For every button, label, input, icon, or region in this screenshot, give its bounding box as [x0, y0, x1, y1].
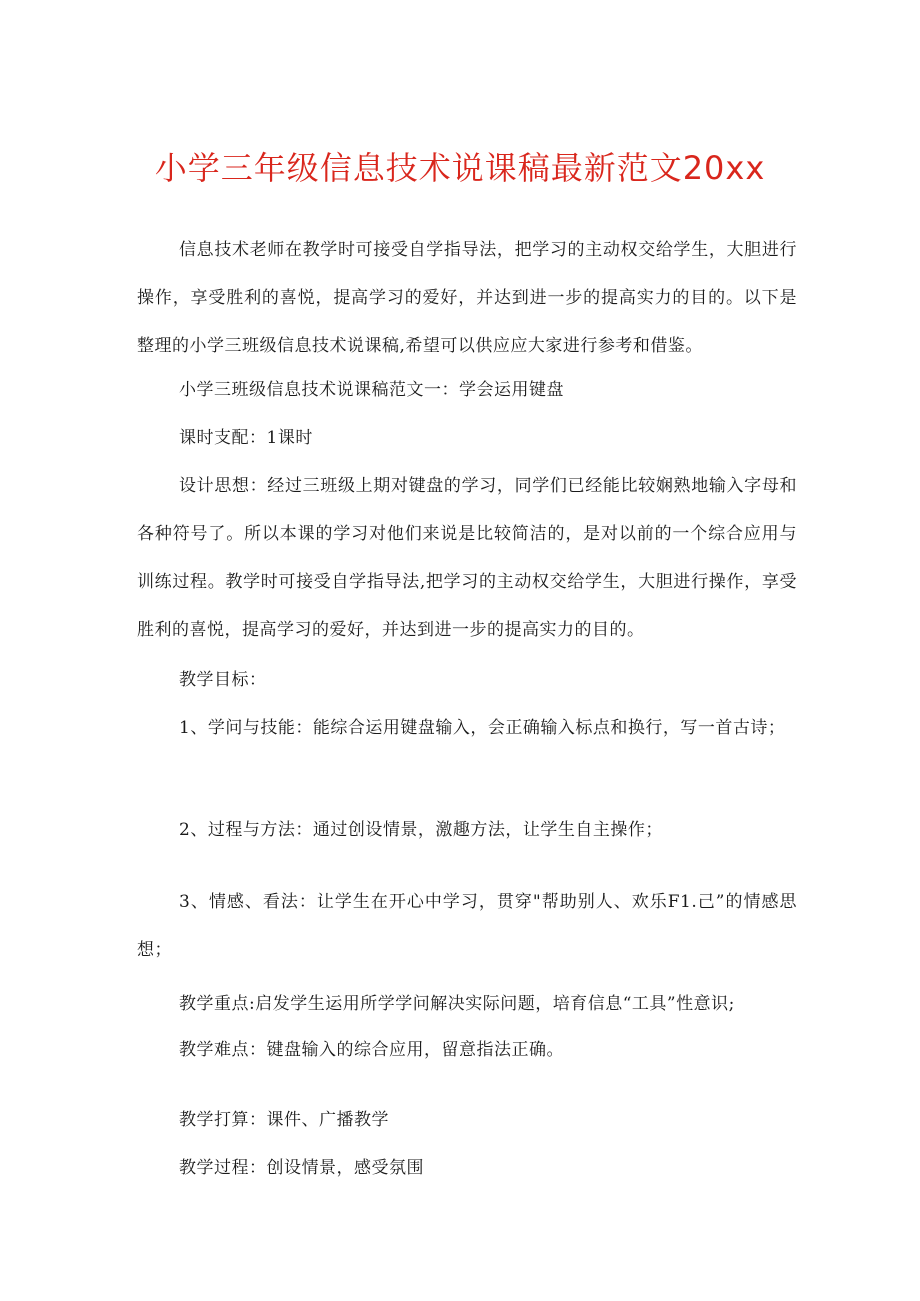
goal-1: 1、学问与技能：能综合运用键盘输入，会正确输入标点和换行，写一首古诗；	[179, 718, 786, 738]
key-point: 教学重点:启发学生运用所学学问解决实际问题，培育信息“工具”性意识;	[179, 994, 735, 1014]
goals-heading: 教学目标：	[179, 670, 267, 690]
difficulty: 教学难点：键盘输入的综合应用，留意指法正确。	[179, 1040, 564, 1060]
section-heading: 小学三班级信息技术说课稿范文一：学会运用键盘	[179, 380, 564, 400]
class-hours: 课时支配：1课时	[179, 428, 313, 448]
design-idea-paragraph: 设计思想：经过三班级上期对键盘的学习，同学们已经能比较娴熟地输入字母和各种符号了。所以本课的学习对他们来说是比较简洁的，是对以前的一个综合应用与训练过程。教学时可接受自学指导法,把学习的主动权交给学生，大胆进行操作，享受胜利的喜悦，提高学习的爱好，并达到进一步的提高实力的目的。	[137, 476, 797, 640]
document-title: 小学三年级信息技术说课稿最新范文20xx	[154, 149, 766, 187]
goal-2: 2、过程与方法：通过创设情景，激趣方法，让学生自主操作；	[179, 820, 663, 840]
intro-paragraph: 信息技术老师在教学时可接受自学指导法，把学习的主动权交给学生，大胆进行操作，享受胜利的喜悦，提高学习的爱好，并达到进一步的提高实力的目的。以下是整理的小学三班级信息技术说课稿,希望可以供应应大家进行参考和借鉴。	[137, 240, 797, 356]
teaching-process: 教学过程：创设情景，感受氛围	[179, 1158, 424, 1178]
preparation: 教学打算：课件、广播教学	[179, 1110, 389, 1130]
goal-3: 3、情感、看法：让学生在开心中学习，贯穿"帮助别人、欢乐F1.己”的情感思想；	[137, 892, 797, 960]
